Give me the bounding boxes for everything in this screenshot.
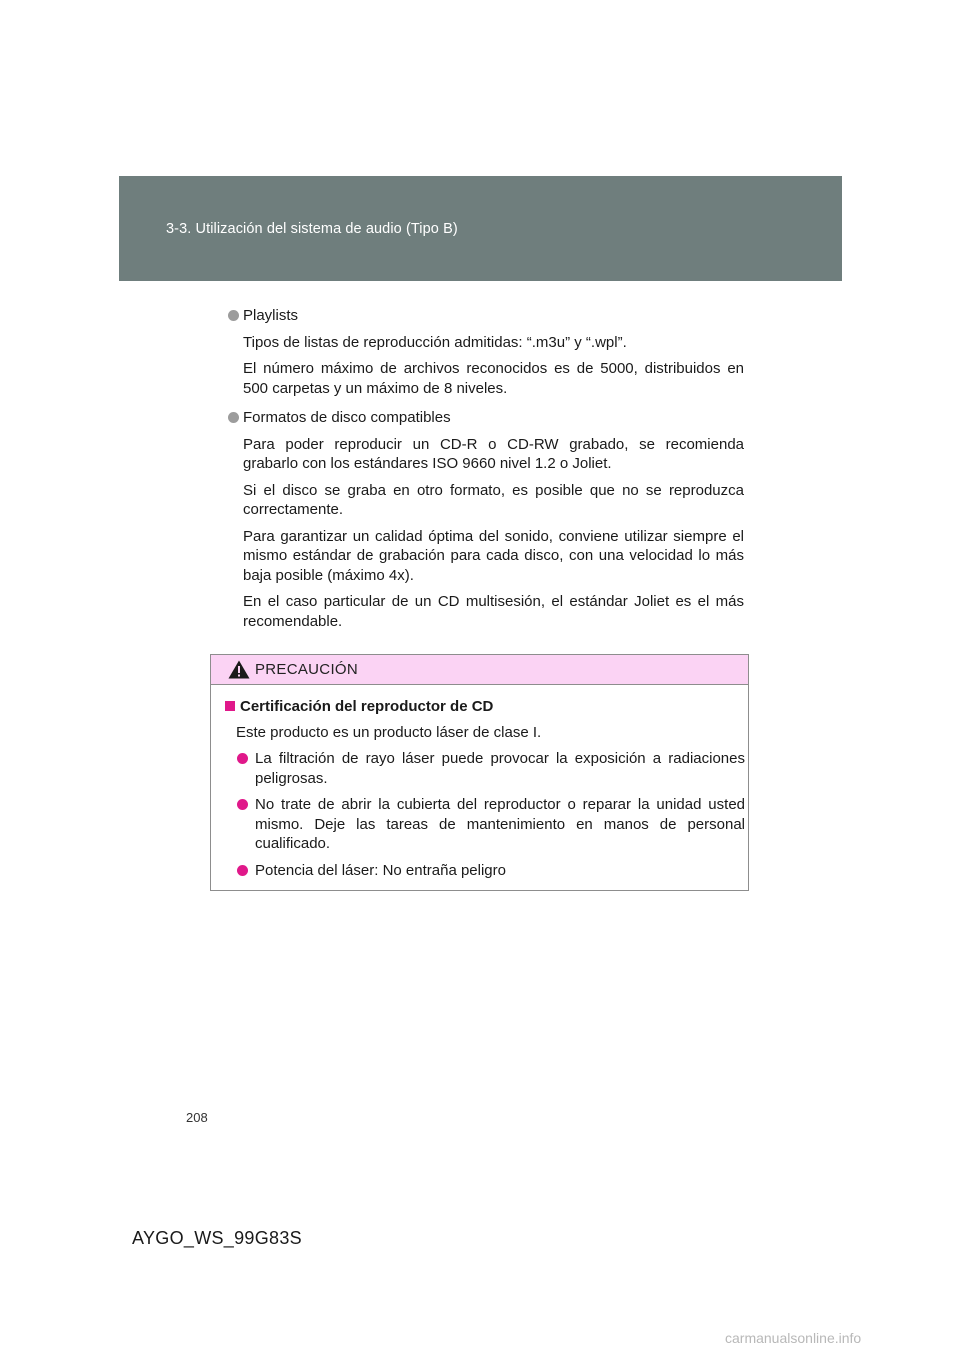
paragraph: Para garantizar un calidad óptima del sonido, conviene utilizar siempre el mismo estándar de grabación para cada disco, con una velocidad lo más baja posible (máximo 4x). <box>243 527 744 584</box>
item-title: Playlists <box>243 307 299 324</box>
page-number: 208 <box>186 1110 208 1125</box>
pink-bullet-icon <box>237 799 248 810</box>
paragraph: Para poder reproducir un CD-R o CD-RW grabado, se recomienda grabarlo con los estándares ISO 9660 nivel 1.2 o Joliet. <box>243 435 744 472</box>
caution-item-text: Potencia del láser: No entraña peligro <box>255 861 506 879</box>
caution-title <box>225 697 745 717</box>
caution-item-text: La filtración de rayo láser puede provocar la exposición a radiaciones peligrosas. <box>255 750 745 787</box>
item-title: Formatos de disco compatibles <box>243 409 451 426</box>
main-content <box>226 306 744 638</box>
gray-bullet-icon <box>228 412 239 423</box>
pink-bullet-icon <box>237 753 248 764</box>
document-code: AYGO_WS_99G83S <box>132 1228 302 1248</box>
paragraph: Si el disco se graba en otro formato, es posible que no se reproduzca correctamente. <box>243 481 744 518</box>
caution-intro: Este producto es un producto láser de clase I. <box>236 723 542 741</box>
section-header-band <box>119 176 842 281</box>
caution-item <box>225 861 745 881</box>
section-title: 3-3. Utilización del sistema de audio (Tipo B) <box>166 221 458 237</box>
list-item-playlists <box>226 306 744 398</box>
caution-title-text: Certificación del reproductor de CD <box>240 698 494 715</box>
warning-triangle-icon <box>228 660 250 679</box>
gray-bullet-icon <box>228 310 239 321</box>
caution-box <box>210 654 749 891</box>
watermark-text: carmanualsonline.info <box>725 1330 862 1346</box>
paragraph: En el caso particular de un CD multisesión, el estándar Joliet es el más recomendable. <box>243 593 744 630</box>
caution-label: PRECAUCIÓN <box>255 661 359 678</box>
caution-item <box>225 749 745 788</box>
paragraph: El número máximo de archivos reconocidos es de 5000, distribuidos en 500 carpetas y un máximo de 8 niveles. <box>243 360 744 397</box>
paragraph: Tipos de listas de reproducción admitidas: “.m3u” y “.wpl”. <box>243 333 627 351</box>
caution-item <box>225 795 745 854</box>
square-bullet-icon <box>225 701 235 711</box>
caution-header <box>211 655 748 685</box>
list-item-disc-formats <box>226 408 744 631</box>
caution-body <box>225 697 745 887</box>
pink-bullet-icon <box>237 865 248 876</box>
caution-item-text: No trate de abrir la cubierta del reproductor o reparar la unidad usted mismo. Deje las tareas de mantenimiento en manos de personal cualificado. <box>255 796 745 852</box>
